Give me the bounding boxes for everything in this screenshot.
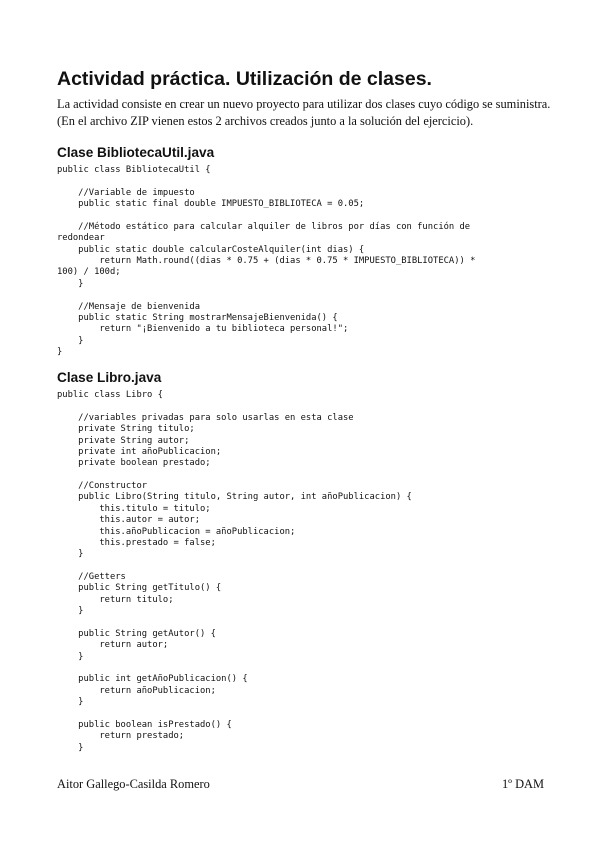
footer-author: Aitor Gallego-Casilda Romero: [57, 777, 210, 791]
footer-course: 1º DAM: [501, 777, 544, 791]
intro-line: (En el archivo ZIP vienen estos 2 archivos creados junto a la solución del ejercicio).: [57, 113, 474, 128]
code-block-libro: public class Libro { //variables privadas para solo usarlas en esta clase private String titulo; private String autor; private int añoPublicacion; private boolean prestado; //Constructor public Libro(String titulo, String autor, int añoPublicacion) { this.titulo = titulo; this.autor = autor; this.añoPublicacion = añoPublicacion; this.prestado = false; } //Getters public String getTitulo() { return titulo; } public String getAutor() { return autor; } public int getAñoPublicacion() { return añoPublicacion; } public boolean isPrestado() { return prestado; }: [57, 390, 412, 753]
section-heading-libro: Clase Libro.java: [57, 370, 162, 385]
intro-line: La actividad consiste en crear un nuevo proyecto para utilizar dos clases cuyo código se suministra.: [57, 97, 551, 111]
code-block-bibliotecautil: public class BibliotecaUtil { //Variable de impuesto public static final double IMPUESTO_BIBLIOTECA = 0.05; //Método estático para calcular alquiler de libros por días con función de redondear public static double calcularCosteAlquiler(int dias) { return Math.round((dias * 0.75 + (dias * 0.75 * IMPUESTO_BIBLIOTECA)) * 100) / 100d; } //Mensaje de bienvenida public static String mostrarMensajeBienvenida() { return "¡Bienvenido a tu biblioteca personal!"; } }: [57, 165, 476, 357]
intro-paragraph: [57, 96, 551, 129]
section-heading-bibliotecautil: Clase BibliotecaUtil.java: [57, 145, 215, 160]
page-title: Actividad práctica. Utilización de clases.: [57, 68, 432, 90]
